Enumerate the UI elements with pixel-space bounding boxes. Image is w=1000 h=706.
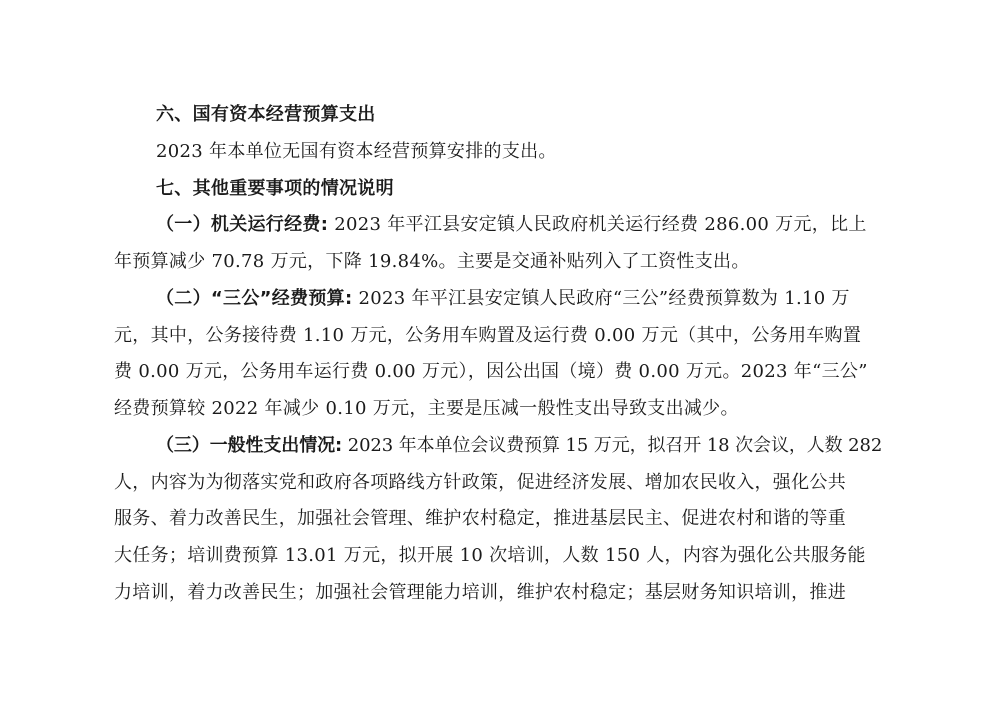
- item-1-text-1: 2023 年平江县安定镇人民政府机关运行经费 286.00 万元，比上: [328, 214, 867, 235]
- item-3-line-2: 人，内容为为彻落实党和政府各项路线方针政策，促进经济发展、增加农民收入，强化公共: [114, 472, 846, 493]
- item-2-label: （二）“三公”经费预算:: [156, 288, 353, 309]
- section-7-heading: 七、其他重要事项的情况说明: [156, 178, 394, 199]
- item-3-label: （三）一般性支出情况:: [156, 435, 343, 456]
- item-3-text-1: 2023 年本单位会议费预算 15 万元，拟召开 18 次会议，人数 282: [342, 435, 883, 456]
- item-3-line-3: 服务、着力改善民生，加强社会管理、维护农村稳定，推进基层民主、促进农村和谐的等重: [114, 508, 846, 529]
- item-2-text-1: 2023 年平江县安定镇人民政府“三公”经费预算数为 1.10 万: [352, 288, 850, 309]
- section-6-body: 2023 年本单位无国有资本经营预算安排的支出。: [156, 141, 557, 162]
- item-2-line-4: 经费预算较 2022 年减少 0.10 万元，主要是压减一般性支出导致支出减少。: [114, 398, 739, 419]
- item-3-line-4: 大任务；培训费预算 13.01 万元，拟开展 10 次培训，人数 150 人，内容为强化公共服务能: [114, 545, 866, 566]
- section-6-heading: 六、国有资本经营预算支出: [156, 104, 376, 125]
- item-2-line-3: 费 0.00 万元，公务用车运行费 0.00 万元），因公出国（境）费 0.00 万元。2023 年“三公”: [114, 361, 868, 382]
- item-1-line-2: 年预算减少 70.78 万元，下降 19.84%。主要是交通补贴列入了工资性支出。: [114, 251, 750, 272]
- item-1-line-1: [156, 213, 884, 237]
- item-2-line-2: 元，其中，公务接待费 1.10 万元，公务用车购置及运行费 0.00 万元（其中，公务用车购置: [114, 325, 862, 346]
- item-2-line-1: [156, 287, 884, 311]
- item-1-label: （一）机关运行经费:: [156, 214, 329, 235]
- item-3-line-1: [156, 434, 884, 458]
- item-3-line-5: 力培训，着力改善民生；加强社会管理能力培训，维护农村稳定；基层财务知识培训，推进: [114, 582, 846, 603]
